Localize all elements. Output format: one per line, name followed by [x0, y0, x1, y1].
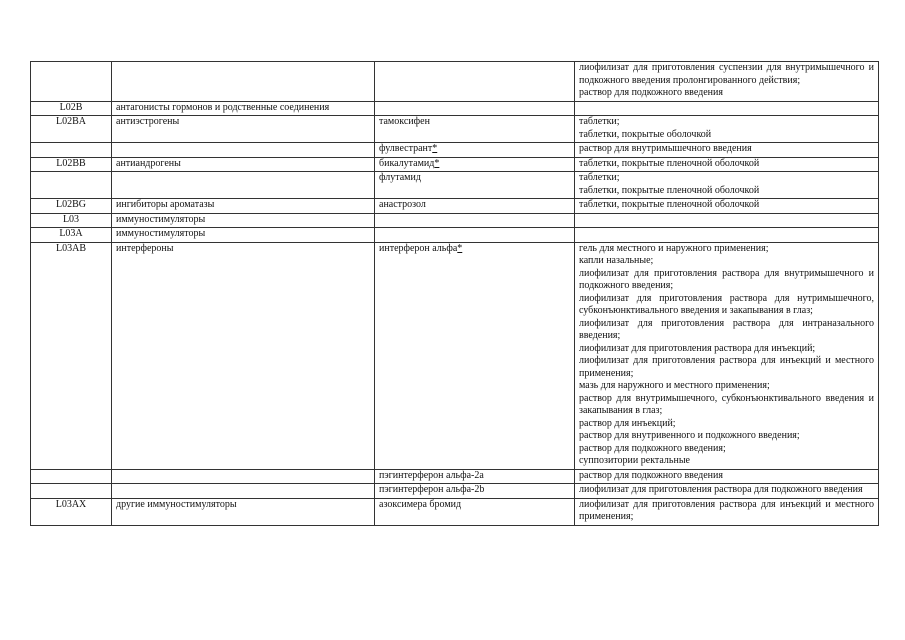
drug-name: пэгинтерферон альфа-2b — [379, 484, 485, 495]
table-row — [31, 498, 879, 525]
drug-name: интерферон альфа — [379, 242, 458, 254]
atc-code-cell: L03AB — [31, 242, 112, 469]
anatomical-group-cell: иммуностимуляторы — [112, 228, 375, 243]
dosage-form: лиофилизат для приготовления раствора для инъекций и местного применения; — [579, 498, 874, 522]
dosage-forms-cell — [575, 498, 879, 525]
atc-code-cell: L02BG — [31, 199, 112, 214]
drug-table-body — [31, 62, 879, 526]
dosage-form: лиофилизат для приготовления раствора для подкожного введения — [579, 484, 863, 495]
dosage-forms-cell — [575, 213, 879, 228]
anatomical-group-cell — [112, 484, 375, 499]
dosage-form: лиофилизат для приготовления раствора для инъекций и местного применения; — [579, 355, 874, 379]
drug-name-cell — [375, 116, 575, 143]
drug-name-cell — [375, 62, 575, 102]
anatomical-group-cell — [112, 62, 375, 102]
table-row — [31, 101, 879, 116]
dosage-form: раствор для подкожного введения — [579, 87, 723, 98]
dosage-forms-cell — [575, 469, 879, 484]
anatomical-group-cell — [112, 143, 375, 158]
drug-name: азоксимера бромид — [379, 498, 462, 510]
atc-code-cell — [31, 172, 112, 199]
dosage-forms-cell — [575, 143, 879, 158]
dosage-form: суппозитории ректальные — [579, 455, 690, 466]
table-row — [31, 228, 879, 243]
dosage-form: таблетки, покрытые пленочной оболочкой — [579, 184, 760, 196]
drug-name: пэгинтерферон альфа-2a — [379, 469, 484, 481]
dosage-forms-cell — [575, 101, 879, 116]
dosage-form: раствор для внутримышечного введения — [579, 143, 752, 154]
table-row — [31, 116, 879, 143]
asterisk-mark: * — [432, 143, 438, 154]
drug-name: фулвестрант — [379, 143, 433, 154]
dosage-form: гель для местного и наружного применения; — [579, 242, 769, 254]
table-row — [31, 242, 879, 469]
drug-name: флутамид — [379, 172, 421, 183]
dosage-forms-cell — [575, 172, 879, 199]
dosage-forms-cell — [575, 62, 879, 102]
dosage-form: таблетки; — [579, 172, 620, 183]
dosage-form: мазь для наружного и местного применения; — [579, 380, 770, 391]
atc-code-cell: L03AX — [31, 498, 112, 525]
drug-name-cell — [375, 469, 575, 484]
drug-name-cell — [375, 101, 575, 116]
atc-code-cell: L03A — [31, 228, 112, 243]
drug-name: анастрозол — [379, 199, 426, 210]
drug-table — [30, 61, 879, 526]
dosage-forms-cell — [575, 242, 879, 469]
anatomical-group-cell: другие иммуностимуляторы — [112, 498, 375, 525]
anatomical-group-cell: антагонисты гормонов и родственные соединения — [112, 101, 375, 116]
drug-name-cell — [375, 157, 575, 172]
anatomical-group-cell: антиандрогены — [112, 157, 375, 172]
drug-name-cell — [375, 172, 575, 199]
atc-code-cell: L02BB — [31, 157, 112, 172]
dosage-forms-cell — [575, 228, 879, 243]
drug-name-cell — [375, 228, 575, 243]
table-row — [31, 157, 879, 172]
atc-code-cell: L02BA — [31, 116, 112, 143]
table-row — [31, 199, 879, 214]
atc-code-cell — [31, 62, 112, 102]
dosage-form: лиофилизат для приготовления раствора для инъекций; — [579, 342, 816, 354]
atc-code-cell: L03 — [31, 213, 112, 228]
dosage-form: таблетки, покрытые пленочной оболочкой — [579, 199, 760, 210]
table-row — [31, 62, 879, 102]
dosage-form: раствор для подкожного введения — [579, 469, 723, 481]
dosage-form: таблетки, покрытые оболочкой — [579, 128, 712, 140]
dosage-form: лиофилизат для приготовления раствора для внутримышечного и подкожного введения; — [579, 267, 874, 291]
dosage-form: раствор для подкожного введения; — [579, 442, 726, 454]
anatomical-group-cell — [112, 469, 375, 484]
dosage-forms-cell — [575, 199, 879, 214]
anatomical-group-cell: ингибиторы ароматазы — [112, 199, 375, 214]
dosage-form: лиофилизат для приготовления раствора для интраназального введения; — [579, 317, 874, 341]
atc-code-cell — [31, 143, 112, 158]
anatomical-group-cell: интерфероны — [112, 242, 375, 469]
drug-name: бикалутамид — [379, 157, 435, 169]
drug-name-cell — [375, 242, 575, 469]
drug-name-cell — [375, 498, 575, 525]
drug-name: тамоксифен — [379, 116, 430, 127]
table-row — [31, 484, 879, 499]
anatomical-group-cell: иммуностимуляторы — [112, 213, 375, 228]
anatomical-group-cell: антиэстрогены — [112, 116, 375, 143]
table-row — [31, 213, 879, 228]
dosage-form: раствор для внутривенного и подкожного введения; — [579, 430, 800, 441]
dosage-form: таблетки; — [579, 116, 620, 127]
drug-name-cell — [375, 484, 575, 499]
table-row — [31, 469, 879, 484]
dosage-form: таблетки, покрытые пленочной оболочкой — [579, 157, 760, 169]
drug-name-cell — [375, 213, 575, 228]
asterisk-mark: * — [434, 157, 440, 169]
atc-code-cell: L02B — [31, 101, 112, 116]
dosage-form: лиофилизат для приготовления раствора для нутримышечного, субконъюнктивального введения и закапывания в глаз; — [579, 292, 874, 316]
drug-name-cell — [375, 199, 575, 214]
anatomical-group-cell — [112, 172, 375, 199]
dosage-form: лиофилизат для приготовления суспензии для внутримышечного и подкожного введения пролонгированного действия; — [579, 62, 874, 86]
dosage-forms-cell — [575, 157, 879, 172]
dosage-form: капли назальные; — [579, 255, 654, 266]
table-row — [31, 172, 879, 199]
dosage-forms-cell — [575, 484, 879, 499]
dosage-form: раствор для инъекций; — [579, 417, 676, 429]
drug-name-cell — [375, 143, 575, 158]
atc-code-cell — [31, 484, 112, 499]
dosage-forms-cell — [575, 116, 879, 143]
asterisk-mark: * — [457, 242, 463, 254]
dosage-form: раствор для внутримышечного, субконъюнктивального введения и закапывания в глаз; — [579, 392, 874, 416]
table-row — [31, 143, 879, 158]
atc-code-cell — [31, 469, 112, 484]
